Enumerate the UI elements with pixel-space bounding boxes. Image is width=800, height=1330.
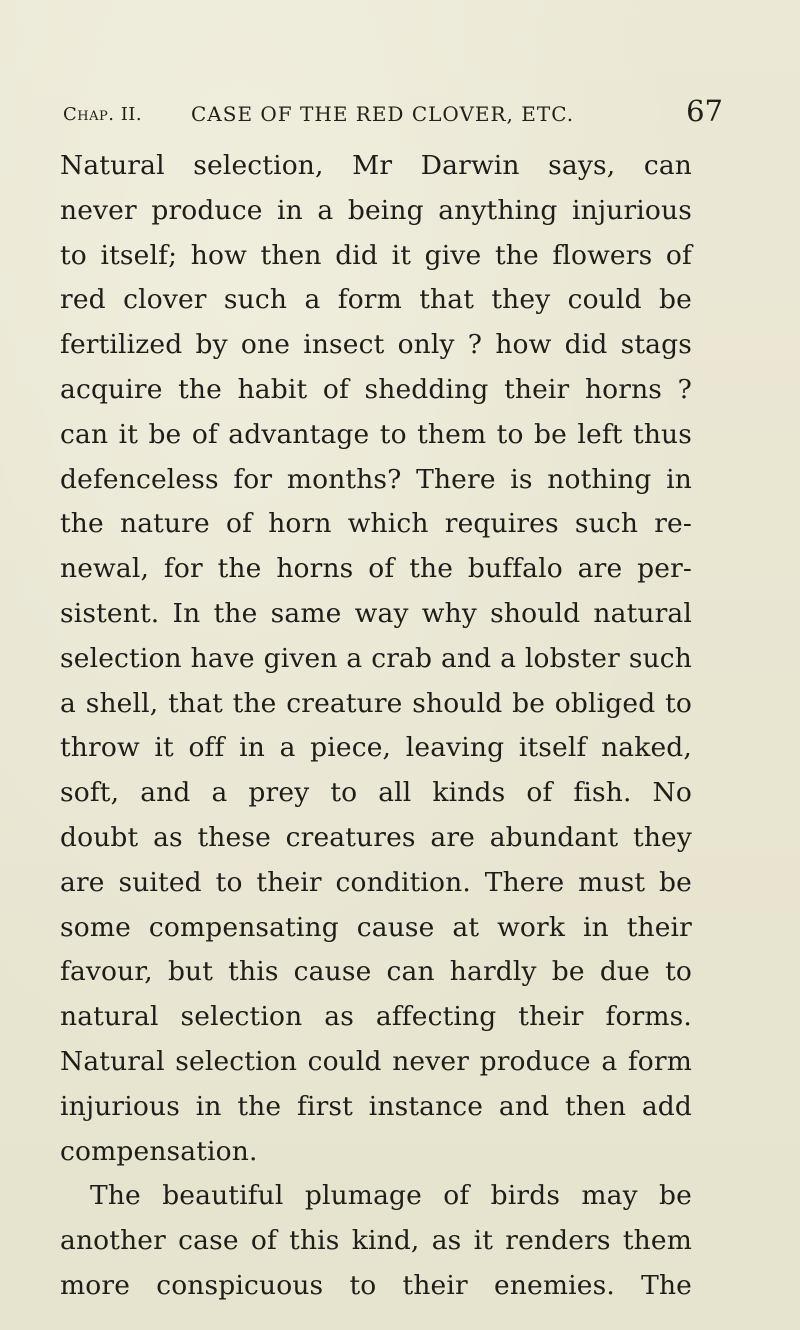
page-number: 67 [686,94,723,128]
text-line: another case of this kind, as it renders them [60,1225,692,1257]
text-line: throw it off in a piece, leaving itself naked, [60,732,692,764]
text-line: more conspicuous to their enemies. The [60,1269,692,1301]
text-line: to itself; how then did it give the flowers of [60,239,692,271]
text-line: soft, and a prey to all kinds of fish. No [60,777,692,809]
text-line: injurious in the first instance and then add [60,1090,692,1122]
text-line: compensation. [60,1135,258,1167]
chapter-label: Chap. II. [63,104,143,125]
text-line: favour, but this cause can hardly be due to [60,956,692,988]
text-line: fertilized by one insect only ? how did stags [60,329,692,361]
text-line: the nature of horn which requires such re- [60,508,692,540]
text-line: a shell, that the creature should be obliged to [60,687,692,719]
text-line: can it be of advantage to them to be left thus [60,418,692,450]
text-line: acquire the habit of shedding their horns ? [60,373,692,405]
text-line: newal, for the horns of the buffalo are per- [60,553,692,585]
text-line: selection have given a crab and a lobster such [60,642,692,674]
text-line: doubt as these creatures are abundant they [60,821,692,853]
text-line: sistent. In the same way why should natural [60,597,692,629]
text-line: natural selection as affecting their forms. [60,1001,692,1033]
running-head [63,94,723,134]
text-line: are suited to their condition. There must be [60,866,692,898]
text-line: never produce in a being anything injurious [60,194,692,226]
text-line: Natural selection could never produce a form [60,1045,692,1077]
text-line: Natural selection, Mr Darwin says, can [60,150,692,181]
body-text [60,144,692,1309]
text-line: The beautiful plumage of birds may be [90,1180,692,1212]
running-title: CASE OF THE RED CLOVER, ETC. [191,102,575,126]
text-line: red clover such a form that they could be [60,284,692,316]
text-line: some compensating cause at work in their [60,911,692,943]
text-line: defenceless for months? There is nothing in [60,463,692,495]
